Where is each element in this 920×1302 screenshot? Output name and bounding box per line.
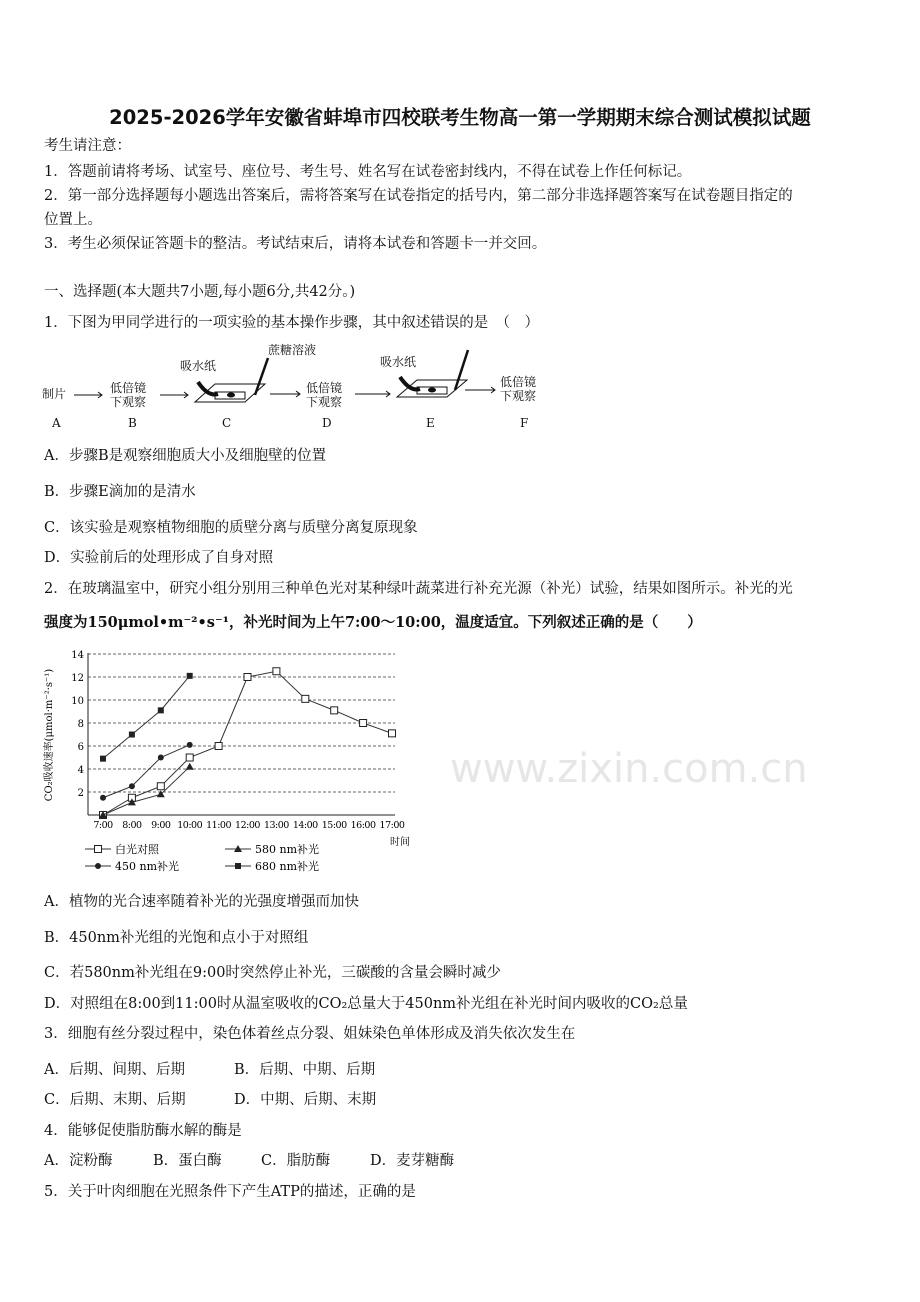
q3-option-d: D．中期、后期、末期 xyxy=(234,1092,377,1108)
y-tick-label: 4 xyxy=(77,765,84,776)
q4-option-a: A．淀粉酶 xyxy=(44,1153,113,1169)
marker-square xyxy=(100,756,106,762)
paper-label: 吸水纸 xyxy=(180,359,217,373)
marker-open-square xyxy=(360,720,367,727)
x-axis-label: 时间 xyxy=(390,837,410,848)
series-line xyxy=(103,671,392,815)
x-tick-label: 9:00 xyxy=(151,820,171,831)
q4-option-c: C．脂肪酶 xyxy=(261,1153,331,1169)
step-a-text: 制片 xyxy=(42,387,67,401)
marker-circle xyxy=(187,742,193,748)
arrow-icon xyxy=(74,392,102,398)
step-b-text: 下观察 xyxy=(110,395,147,409)
solution-label: 蔗糖溶液 xyxy=(268,343,317,357)
label-b: B xyxy=(128,416,137,430)
x-tick-label: 10:00 xyxy=(177,820,203,831)
legend-label: 680 nm补光 xyxy=(255,860,320,873)
paper-label: 吸水纸 xyxy=(380,355,417,369)
marker-open-square xyxy=(331,707,338,714)
marker-open-square xyxy=(389,730,396,737)
q2-option-c: C．若580nm补光组在9:00时突然停止补光，三碳酸的含量会瞬时减少 xyxy=(44,965,501,981)
q1-option-b: B．步骤E滴加的是清水 xyxy=(44,484,196,500)
legend-label: 白光对照 xyxy=(115,843,159,856)
step-b-text: 低倍镜 xyxy=(110,381,147,395)
co2-chart xyxy=(40,645,420,880)
q4-option-d: D．麦芽糖酶 xyxy=(370,1153,455,1169)
marker-open-square xyxy=(244,674,251,681)
marker-circle xyxy=(95,863,101,869)
legend-label: 580 nm补光 xyxy=(255,843,320,856)
q3-option-c: C．后期、末期、后期 xyxy=(44,1092,186,1108)
notice-heading: 考生请注意： xyxy=(44,138,131,154)
marker-open-square xyxy=(95,846,102,853)
watermark: www.zixin.com.cn xyxy=(450,746,808,792)
q1-option-d: D．实验前后的处理形成了自身对照 xyxy=(44,550,274,566)
step-f-text: 低倍镜 xyxy=(500,375,537,389)
x-tick-label: 16:00 xyxy=(350,820,376,831)
q1-option-a: A．步骤B是观察细胞质大小及细胞壁的位置 xyxy=(44,448,327,464)
y-tick-label: 14 xyxy=(71,650,84,661)
notice-item: 1．答题前请将考场、试室号、座位号、考生号、姓名写在试卷密封线内，不得在试卷上作任何标记。 xyxy=(44,164,692,180)
question-1-stem: 1．下图为甲同学进行的一项实验的基本操作步骤，其中叙述错误的是 （ ） xyxy=(44,315,539,331)
marker-circle xyxy=(158,755,164,761)
notice-item: 2．第一部分选择题每小题选出答案后，需将答案写在试卷指定的括号内，第二部分非选择题答案写在试卷题目指定的 xyxy=(44,188,793,204)
y-tick-label: 8 xyxy=(77,719,84,730)
question-5-stem: 5．关于叶肉细胞在光照条件下产生ATP的描述，正确的是 xyxy=(44,1184,416,1200)
marker-open-square xyxy=(186,754,193,761)
q3-option-b: B．后期、中期、后期 xyxy=(234,1062,376,1078)
marker-triangle xyxy=(186,763,194,770)
y-tick-label: 2 xyxy=(77,788,84,799)
label-d: D xyxy=(322,416,332,430)
label-a: A xyxy=(52,416,61,430)
notice-item: 位置上。 xyxy=(44,212,102,228)
q3-option-a: A．后期、间期、后期 xyxy=(44,1062,185,1078)
step-d-text: 下观察 xyxy=(306,395,343,409)
x-tick-label: 11:00 xyxy=(206,820,232,831)
marker-open-square xyxy=(273,668,280,675)
q2-option-a: A．植物的光合速率随着补光的光强度增强而加快 xyxy=(44,894,359,910)
x-tick-label: 12:00 xyxy=(235,820,260,831)
marker-square xyxy=(187,673,193,679)
label-e: E xyxy=(426,416,435,430)
x-tick-label: 7:00 xyxy=(93,820,113,831)
experiment-figure xyxy=(40,340,560,435)
x-tick-label: 8:00 xyxy=(122,820,142,831)
marker-open-square xyxy=(157,783,164,790)
legend-label: 450 nm补光 xyxy=(115,860,180,873)
arrow-icon xyxy=(355,391,390,397)
marker-square xyxy=(129,732,135,738)
step-f-text: 下观察 xyxy=(500,389,537,403)
cell-icon xyxy=(428,388,436,393)
x-tick-label: 13:00 xyxy=(263,820,289,831)
absorbent-paper-icon xyxy=(400,377,420,390)
series-line xyxy=(103,745,190,798)
q2-option-b: B．450nm补光组的光饱和点小于对照组 xyxy=(44,930,309,946)
question-2-stem: 2．在玻璃温室中，研究小组分别用三种单色光对某种绿叶蔬菜进行补充光源（补光）试验，结果如图所示。补光的光 xyxy=(44,581,793,597)
series-line xyxy=(103,676,190,759)
q1-option-c: C．该实验是观察植物细胞的质壁分离与质壁分离复原现象 xyxy=(44,520,418,536)
arrow-icon xyxy=(160,392,188,398)
y-tick-label: 6 xyxy=(77,742,84,753)
x-tick-label: 15:00 xyxy=(321,820,347,831)
question-3-stem: 3．细胞有丝分裂过程中，染色体着丝点分裂、姐妹染色单体形成及消失依次发生在 xyxy=(44,1026,576,1042)
dropper-icon xyxy=(455,350,468,390)
x-tick-label: 14:00 xyxy=(292,820,318,831)
q2-option-d: D．对照组在8:00到11:00时从温室吸收的CO₂总量大于450nm补光组在补光时间内吸收的CO₂总量 xyxy=(44,996,688,1012)
label-c: C xyxy=(222,416,232,430)
marker-open-square xyxy=(215,743,222,750)
dropper-icon xyxy=(255,358,268,395)
question-2-stem: 强度为150μmol•m⁻²•s⁻¹，补光时间为上午7:00～10:00，温度适宜。下列叙述正确的是（ ） xyxy=(44,614,702,631)
arrow-icon xyxy=(465,387,495,393)
marker-open-square xyxy=(302,695,309,702)
y-tick-label: 10 xyxy=(71,696,84,707)
marker-square xyxy=(158,707,164,713)
marker-square xyxy=(235,863,241,869)
marker-circle xyxy=(129,783,135,789)
notice-item: 3．考生必须保证答题卡的整洁。考试结束后，请将本试卷和答题卡一并交回。 xyxy=(44,236,547,252)
question-4-stem: 4．能够促使脂肪酶水解的酶是 xyxy=(44,1123,242,1139)
label-f: F xyxy=(520,416,529,430)
step-d-text: 低倍镜 xyxy=(306,381,343,395)
x-tick-label: 17:00 xyxy=(379,820,405,831)
y-axis-label: CO₂吸收速率(μmol·m⁻²·s⁻¹) xyxy=(44,668,55,802)
section-heading: 一、选择题(本大题共7小题,每小题6分,共42分。) xyxy=(44,284,356,300)
arrow-icon xyxy=(270,391,300,397)
q4-option-b: B．蛋白酶 xyxy=(153,1153,222,1169)
marker-circle xyxy=(100,795,106,801)
cell-icon xyxy=(227,393,235,398)
y-tick-label: 12 xyxy=(71,673,84,684)
page-title: 2025-2026学年安徽省蚌埠市四校联考生物高一第一学期期末综合测试模拟试题 xyxy=(109,106,811,129)
